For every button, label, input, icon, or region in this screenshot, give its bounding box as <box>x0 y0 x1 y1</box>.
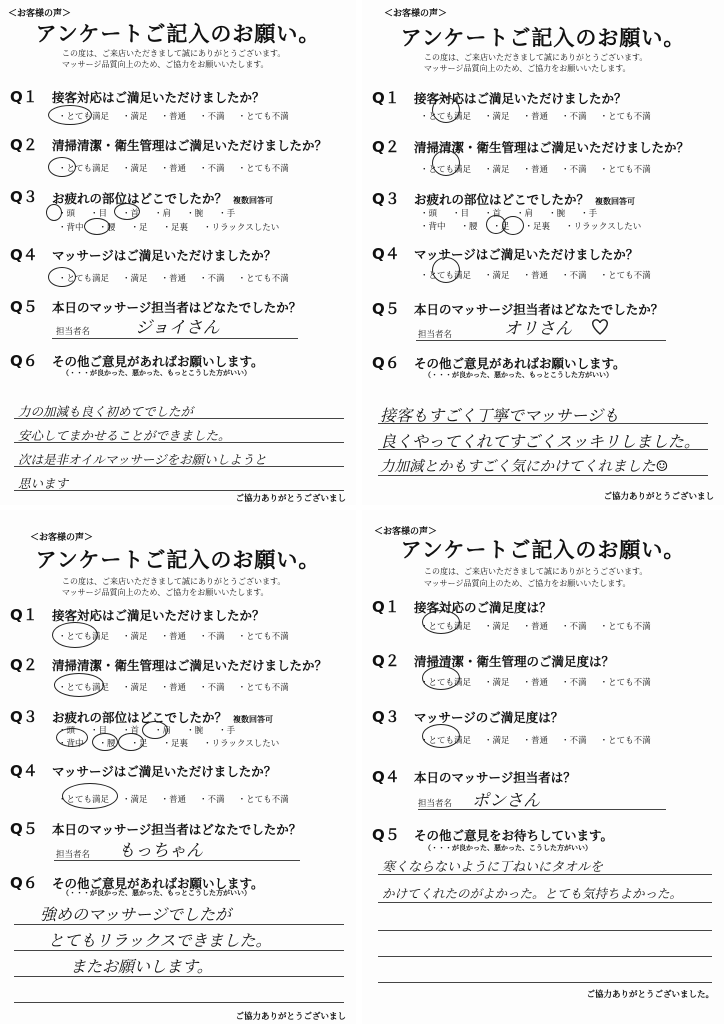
q4-text: マッサージはご満足いただけましたか？ <box>52 248 277 263</box>
option-very-satisfied[interactable]: ・とても満足 <box>58 795 110 805</box>
q5-number: Q５ <box>372 826 400 844</box>
part-soles[interactable]: ・足裏 <box>524 222 551 232</box>
q1-number: Q１ <box>372 89 400 107</box>
staff-label: 担当者名 <box>418 330 453 340</box>
part-waist[interactable]: ・腰 <box>98 223 116 233</box>
answer-circle-mark <box>46 204 62 221</box>
comment-line <box>378 956 712 957</box>
q3-number: Q３ <box>10 188 38 206</box>
part-neck[interactable]: ・首 <box>122 209 140 219</box>
option-very-dissatisfied[interactable]: ・とても不満 <box>237 795 289 805</box>
comment-line <box>378 982 712 983</box>
part-shoulder[interactable]: ・肩 <box>154 726 172 736</box>
survey-card-3 <box>0 510 356 1024</box>
q2-number: Q２ <box>10 136 38 154</box>
body-parts-row-1 <box>58 207 250 219</box>
option-very-satisfied[interactable]: ・とても満足 <box>58 274 110 284</box>
q2-text: 清掃清潔・衛生管理のご満足度は？ <box>414 654 615 669</box>
q3-question: お疲れの部位はどこでしたか？ <box>414 192 590 207</box>
q5-number: Q５ <box>372 300 400 318</box>
option-satisfied[interactable]: ・満足 <box>122 274 148 284</box>
part-neck[interactable]: ・首 <box>122 726 140 736</box>
answer-circle-mark <box>62 783 118 809</box>
part-legs[interactable]: ・足 <box>130 739 148 749</box>
q3-text: マッサージのご満足度は？ <box>414 710 564 725</box>
staff-name-handwritten[interactable]: ポンさん <box>472 791 540 811</box>
q4-number: Q４ <box>10 762 38 780</box>
q3-question: お疲れの部位はどこでしたか？ <box>52 191 228 206</box>
option-normal[interactable]: ・普通 <box>160 683 187 693</box>
option-satisfied[interactable]: ・満足 <box>122 632 148 642</box>
answer-circle-mark <box>114 203 140 220</box>
part-eyes[interactable]: ・目 <box>452 209 470 219</box>
survey-title: アンケートご記入のお願い。 <box>35 548 321 572</box>
part-hand[interactable]: ・手 <box>218 209 236 219</box>
q6-number: Q６ <box>10 352 38 370</box>
option-normal[interactable]: ・普通 <box>522 112 549 122</box>
option-very-dissatisfied[interactable]: ・とても不満 <box>599 271 651 281</box>
q5-text: その他ご意見をお待ちしています。 <box>414 828 614 843</box>
part-arm[interactable]: ・腕 <box>548 209 566 219</box>
part-head[interactable]: ・頭 <box>58 209 76 219</box>
q3-multiple-answer: 複数回答可 <box>233 715 274 724</box>
answer-circle-mark <box>92 733 118 751</box>
part-relax[interactable]: ・リラックスしたい <box>203 739 280 749</box>
part-neck[interactable]: ・首 <box>484 209 502 219</box>
comment-line <box>14 1002 344 1003</box>
option-satisfied[interactable]: ・満足 <box>484 736 510 746</box>
option-normal[interactable]: ・普通 <box>160 632 187 642</box>
q1-number: Q１ <box>10 88 38 106</box>
option-satisfied[interactable]: ・満足 <box>122 112 148 122</box>
comment-handwritten[interactable]: 力の加減も良く初めてでしたが <box>18 404 194 419</box>
comment-handwritten[interactable]: 寒くならないように丁ねいにタオルを <box>382 860 604 875</box>
q6-note: （・・・が良かった、悪かった、もっとこうした方がいい） <box>62 369 251 377</box>
staff-name-handwritten[interactable]: オリさん <box>504 319 572 339</box>
option-very-dissatisfied[interactable]: ・とても不満 <box>237 164 289 174</box>
option-very-satisfied[interactable]: ・とても満足 <box>420 736 472 746</box>
answer-circle-mark <box>142 721 168 739</box>
comment-line <box>378 902 712 903</box>
survey-title: アンケートご記入のお願い。 <box>35 22 321 46</box>
option-satisfied[interactable]: ・満足 <box>484 678 510 688</box>
staff-name-line <box>52 338 298 339</box>
option-very-satisfied[interactable]: ・とても満足 <box>420 112 472 122</box>
option-satisfied[interactable]: ・満足 <box>484 112 510 122</box>
comment-handwritten[interactable]: 安心してまかせることができました。 <box>18 428 231 443</box>
staff-name-line <box>54 860 300 861</box>
answer-circle-mark <box>52 622 98 648</box>
option-very-dissatisfied[interactable]: ・とても不満 <box>599 112 651 122</box>
comment-handwritten[interactable]: またお願いします。 <box>70 957 213 976</box>
option-satisfied[interactable]: ・満足 <box>484 271 510 281</box>
option-very-satisfied[interactable]: ・とても満足 <box>58 164 110 174</box>
intro-line: この度は、ご来店いただきまして誠にありがとうございます。 <box>62 49 286 58</box>
q4-text: マッサージはご満足いただけましたか？ <box>52 764 277 779</box>
answer-circle-mark <box>48 105 92 125</box>
comment-handwritten[interactable]: かけてくれたのがよかった。とても気持ちよかった。 <box>382 886 683 901</box>
option-normal[interactable]: ・普通 <box>522 736 549 746</box>
q6-number: Q６ <box>372 354 400 372</box>
body-parts-row-2 <box>420 220 656 232</box>
option-normal[interactable]: ・普通 <box>522 622 549 632</box>
staff-name-handwritten[interactable]: ジョイさん <box>135 318 220 338</box>
q3-number: Q３ <box>10 708 38 726</box>
comment-handwritten[interactable]: 次は是非オイルマッサージをお願いしようと <box>18 452 267 467</box>
part-back[interactable]: ・背中 <box>58 739 84 749</box>
comment-handwritten[interactable]: 良くやってくれてすごくスッキリしました。 <box>380 432 700 451</box>
option-normal[interactable]: ・普通 <box>522 165 549 175</box>
option-very-dissatisfied[interactable]: ・とても不満 <box>237 632 289 642</box>
q6-text: その他ご意見があればお願いします。 <box>52 876 264 891</box>
intro-line: マッサージ品質向上のため、ご協力をお願いいたします。 <box>62 60 269 69</box>
part-relax[interactable]: ・リラックスしたい <box>203 223 280 233</box>
option-satisfied[interactable]: ・満足 <box>484 622 510 632</box>
q1-text: 接客対応のご満足度は？ <box>414 600 552 615</box>
q3-text <box>52 189 273 207</box>
q3-text <box>414 190 635 208</box>
q1-text: 接客対応はご満足いただけましたか？ <box>414 91 627 106</box>
part-eyes[interactable]: ・目 <box>90 726 108 736</box>
q1-options <box>58 110 302 122</box>
survey-card-2 <box>362 0 724 505</box>
comment-handwritten[interactable]: 思います <box>18 476 69 491</box>
q6-text: その他ご意見があればお願いします。 <box>52 354 264 369</box>
part-hand[interactable]: ・手 <box>218 726 236 736</box>
comment-handwritten[interactable]: 接客もすごく丁寧でマッサージも <box>380 406 620 425</box>
q3-multiple-answer: 複数回答可 <box>595 197 636 206</box>
option-normal[interactable]: ・普通 <box>160 795 187 805</box>
thanks-text: ご協力ありがとうございまし <box>235 1012 346 1022</box>
survey-title: アンケートご記入のお願い。 <box>400 538 686 562</box>
option-normal[interactable]: ・普通 <box>160 164 187 174</box>
q2-text: 清掃清潔・衛生管理はご満足いただけましたか？ <box>414 140 690 155</box>
staff-label: 担当者名 <box>418 799 453 809</box>
q4-text: マッサージはご満足いただけましたか？ <box>414 247 639 262</box>
q2-number: Q２ <box>372 138 400 156</box>
thanks-text: ご協力ありがとうございました。 <box>586 990 714 1000</box>
survey-card-1 <box>0 0 356 505</box>
part-soles[interactable]: ・足裏 <box>162 739 189 749</box>
answer-circle-mark <box>502 216 524 235</box>
heart-doodle-icon <box>590 315 610 337</box>
survey-card-4 <box>362 510 724 1024</box>
q5-text: 本日のマッサージ担当者はどなたでしたか？ <box>52 300 302 315</box>
q4-number: Q４ <box>372 768 400 786</box>
q6-note: （・・・が良かった、悪かった、もっとこうした方がいい） <box>62 889 251 897</box>
q3-number: Q３ <box>372 708 400 726</box>
intro-line: マッサージ品質向上のため、ご協力をお願いいたします。 <box>424 579 631 588</box>
option-dissatisfied[interactable]: ・不満 <box>199 164 225 174</box>
q1-number: Q１ <box>10 606 38 624</box>
q5-number: Q５ <box>10 820 38 838</box>
option-dissatisfied[interactable]: ・不満 <box>561 271 587 281</box>
intro-line: この度は、ご来店いただきまして誠にありがとうございます。 <box>424 53 648 62</box>
q1-text: 接客対応はご満足いただけましたか？ <box>52 90 265 105</box>
answer-circle-mark <box>48 157 76 177</box>
option-satisfied[interactable]: ・満足 <box>122 683 148 693</box>
q1-number: Q１ <box>372 598 400 616</box>
staff-label: 担当者名 <box>56 327 91 337</box>
comment-line <box>378 930 712 931</box>
thanks-text: ご協力ありがとうございまし <box>603 492 714 502</box>
q2-number: Q２ <box>10 656 38 674</box>
option-very-satisfied[interactable]: ・とても満足 <box>420 678 472 688</box>
q3-multiple-answer: 複数回答可 <box>233 196 274 205</box>
q4-text: 本日のマッサージ担当者は？ <box>414 770 576 785</box>
option-very-dissatisfied[interactable]: ・とても不満 <box>237 274 289 284</box>
q4-number: Q４ <box>10 246 38 264</box>
option-very-satisfied[interactable]: ・とても満足 <box>420 622 472 632</box>
voice-header: ＜お客様の声＞ <box>374 527 438 537</box>
option-very-dissatisfied[interactable]: ・とても不満 <box>599 165 651 175</box>
staff-label: 担当者名 <box>56 850 91 860</box>
option-very-dissatisfied[interactable]: ・とても不満 <box>599 736 651 746</box>
voice-header: ＜お客様の声＞ <box>8 9 72 19</box>
option-very-satisfied[interactable]: ・とても満足 <box>58 683 110 693</box>
comment-handwritten[interactable]: とてもリラックスできました。 <box>48 931 272 950</box>
q5-number: Q５ <box>10 298 38 316</box>
option-dissatisfied[interactable]: ・不満 <box>561 678 587 688</box>
part-eyes[interactable]: ・目 <box>90 209 108 219</box>
option-dissatisfied[interactable]: ・不満 <box>199 274 225 284</box>
part-waist[interactable]: ・腰 <box>98 739 116 749</box>
option-dissatisfied[interactable]: ・不満 <box>199 795 225 805</box>
option-very-satisfied[interactable]: ・とても満足 <box>420 271 472 281</box>
voice-header: ＜お客様の声＞ <box>30 533 94 543</box>
part-legs[interactable]: ・足 <box>492 222 510 232</box>
q2-options <box>58 162 302 174</box>
staff-name-line <box>416 340 666 341</box>
option-very-satisfied[interactable]: ・とても満足 <box>58 112 110 122</box>
part-shoulder[interactable]: ・肩 <box>516 209 534 219</box>
answer-circle-mark <box>56 728 88 747</box>
comment-handwritten[interactable]: 強めのマッサージでしたが <box>40 905 232 924</box>
survey-title: アンケートご記入のお願い。 <box>400 26 686 50</box>
q6-number: Q６ <box>10 874 38 892</box>
option-dissatisfied[interactable]: ・不満 <box>199 112 225 122</box>
q5-text: 本日のマッサージ担当者はどなたでしたか？ <box>414 302 664 317</box>
answer-circle-mark <box>432 257 460 283</box>
answer-circle-mark <box>432 97 460 123</box>
part-arm[interactable]: ・腕 <box>186 209 204 219</box>
option-satisfied[interactable]: ・満足 <box>122 164 148 174</box>
option-normal[interactable]: ・普通 <box>522 678 549 688</box>
staff-name-line <box>418 809 666 810</box>
q6-note: （・・・が良かった、悪かった、もっとこうした方がいい） <box>424 371 613 379</box>
option-very-dissatisfied[interactable]: ・とても不満 <box>237 112 289 122</box>
option-very-dissatisfied[interactable]: ・とても不満 <box>599 622 651 632</box>
option-very-satisfied[interactable]: ・とても満足 <box>58 632 110 642</box>
intro-line: この度は、ご来店いただきまして誠にありがとうございます。 <box>62 577 286 586</box>
comment-handwritten[interactable]: 力加減とかもすごく気にかけてくれました☺ <box>380 459 669 475</box>
q5-note: （・・・が良かった、悪かった、こうした方がいい） <box>424 844 592 852</box>
answer-circle-mark <box>422 610 460 634</box>
option-satisfied[interactable]: ・満足 <box>484 165 510 175</box>
option-very-dissatisfied[interactable]: ・とても不満 <box>599 678 651 688</box>
q2-number: Q２ <box>372 652 400 670</box>
q4-options <box>58 272 302 284</box>
staff-name-handwritten[interactable]: もっちゃん <box>118 841 203 861</box>
intro-line: この度は、ご来店いただきまして誠にありがとうございます。 <box>424 567 648 576</box>
answer-circle-mark <box>118 733 144 751</box>
option-dissatisfied[interactable]: ・不満 <box>561 736 587 746</box>
part-legs[interactable]: ・足 <box>130 223 148 233</box>
option-dissatisfied[interactable]: ・不満 <box>199 632 225 642</box>
part-waist[interactable]: ・腰 <box>460 222 478 232</box>
part-soles[interactable]: ・足裏 <box>162 223 189 233</box>
part-arm[interactable]: ・腕 <box>186 726 204 736</box>
q3-question: お疲れの部位はどこでしたか？ <box>52 710 228 725</box>
option-normal[interactable]: ・普通 <box>160 274 187 284</box>
option-dissatisfied[interactable]: ・不満 <box>561 165 587 175</box>
answer-circle-mark <box>48 267 76 287</box>
thanks-text: ご協力ありがとうございまし <box>235 494 346 504</box>
option-very-satisfied[interactable]: ・とても満足 <box>420 165 472 175</box>
part-relax[interactable]: ・リラックスしたい <box>565 222 642 232</box>
part-head[interactable]: ・頭 <box>420 209 438 219</box>
q4-number: Q４ <box>372 245 400 263</box>
part-back[interactable]: ・背中 <box>58 223 84 233</box>
part-back[interactable]: ・背中 <box>420 222 446 232</box>
option-dissatisfied[interactable]: ・不満 <box>199 683 225 693</box>
part-shoulder[interactable]: ・肩 <box>154 209 172 219</box>
option-dissatisfied[interactable]: ・不満 <box>561 112 587 122</box>
q2-text: 清掃清潔・衛生管理はご満足いただけましたか？ <box>52 658 328 673</box>
answer-circle-mark <box>84 218 110 235</box>
q5-text: 本日のマッサージ担当者はどなたでしたか？ <box>52 822 302 837</box>
option-satisfied[interactable]: ・満足 <box>122 795 148 805</box>
option-very-dissatisfied[interactable]: ・とても不満 <box>237 683 289 693</box>
answer-circle-mark <box>422 666 460 690</box>
answer-circle-mark <box>422 724 460 748</box>
q3-number: Q３ <box>372 190 400 208</box>
part-hand[interactable]: ・手 <box>580 209 598 219</box>
option-normal[interactable]: ・普通 <box>160 112 187 122</box>
q1-text: 接客対応はご満足いただけましたか？ <box>52 608 265 623</box>
q6-text: その他ご意見があればお願いします。 <box>414 356 626 371</box>
part-head[interactable]: ・頭 <box>58 726 76 736</box>
option-normal[interactable]: ・普通 <box>522 271 549 281</box>
q2-text: 清掃清潔・衛生管理はご満足いただけましたか？ <box>52 138 328 153</box>
option-dissatisfied[interactable]: ・不満 <box>561 622 587 632</box>
intro-line: マッサージ品質向上のため、ご協力をお願いいたします。 <box>424 64 631 73</box>
answer-circle-mark <box>54 673 104 697</box>
answer-circle-mark <box>432 150 460 176</box>
voice-header: ＜お客様の声＞ <box>384 9 448 19</box>
intro-line: マッサージ品質向上のため、ご協力をお願いいたします。 <box>62 588 269 597</box>
